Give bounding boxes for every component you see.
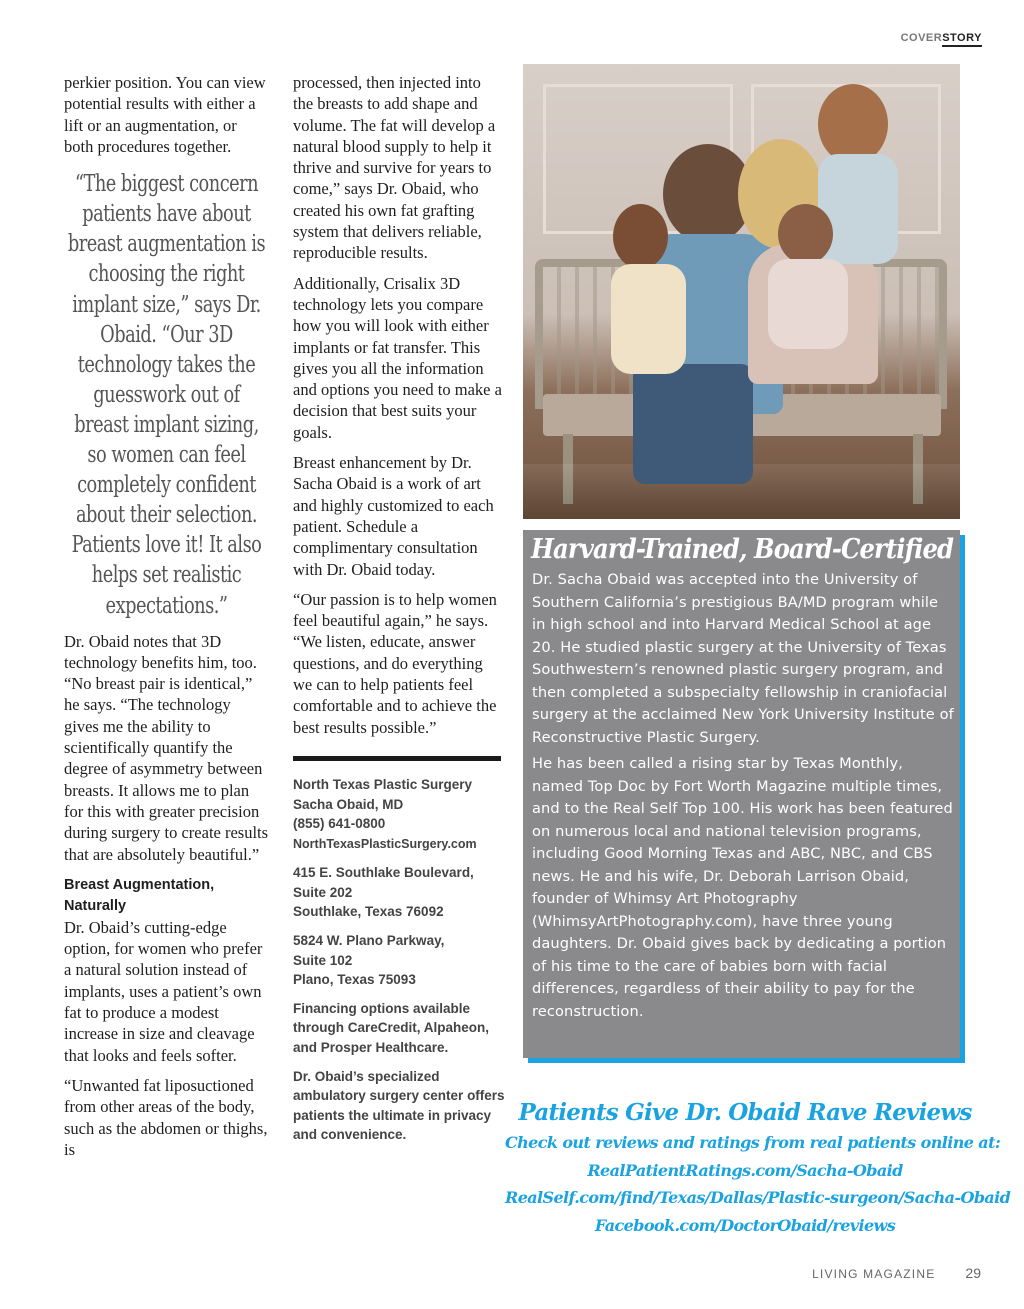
baby-head: [778, 204, 833, 264]
section-tag-story: STORY: [942, 32, 982, 47]
reviews-intro: Check out reviews and ratings from real patients online at:: [505, 1133, 1001, 1152]
address-line: Southlake, Texas 76092: [293, 904, 444, 920]
contact-financing: Financing options available through CareCredit, Alpaheon, and Prosper Healthcare.: [293, 1000, 490, 1056]
family-photo: [523, 64, 960, 519]
address-line: Suite 202: [293, 884, 353, 900]
address-line: Plano, Texas 75093: [293, 972, 416, 988]
contact-facility: Dr. Obaid’s specialized ambulatory surgery center offers patients the ultimate in privacy and convenience.: [293, 1068, 505, 1143]
man-jeans: [633, 364, 753, 484]
contact-address-southlake: [293, 863, 505, 922]
toddler-head: [613, 204, 668, 269]
page-number: 29: [965, 1265, 981, 1281]
col2-paragraph-4: “Our passion is to help women feel beautiful again,” he says. “We listen, educate, answer questions, and do everything we can to help patients feel comfortable and to achieve the best results possible.”: [293, 589, 497, 737]
reviews-link-realpatientratings[interactable]: RealPatientRatings.com/Sacha-Obaid: [587, 1160, 903, 1180]
bio-title: Harvard-Trained, Board-Certified: [531, 534, 954, 565]
baby-outfit: [768, 259, 848, 349]
contact-divider: [293, 756, 501, 761]
reviews-link-realself[interactable]: RealSelf.com/find/Texas/Dallas/Plastic-surgeon/Sacha-Obaid: [505, 1188, 1011, 1207]
col1-paragraph-2: Dr. Obaid notes that 3D technology benefits him, too. “No breast pair is identical,” he says. “The technology gives me the ability to scientifically quantify the degree of asymmetry between breasts. It allows me to plan for this with greater precision during surgery to create results that are absolutely beautiful.”: [64, 631, 269, 864]
contact-address-plano: [293, 931, 505, 990]
contact-phone[interactable]: (855) 641-0800: [293, 816, 386, 832]
girl-standing-head: [818, 84, 888, 164]
address-line: 5824 W. Plano Parkway,: [293, 933, 445, 949]
col1-paragraph-4: “Unwanted fat liposuctioned from other areas of the body, such as the abdomen or thighs, is: [64, 1075, 268, 1159]
contact-block: [293, 775, 505, 1145]
subhead-breast-augmentation-naturally: Breast Augmentation, Naturally: [64, 876, 215, 914]
bio-paragraph-1: Dr. Sacha Obaid was accepted into the University of Southern California’s prestigious BA/MD program while in high school and into Harvard Medical School at age 20. He studied plastic surgery at the University of Texas Southwestern’s renowned plastic surgery program, and then completed a subspecialty fellowship in craniofacial surgery at the acclaimed New York University Institute of Reconstructive Plastic Surgery.: [532, 571, 954, 746]
contact-doctor: Sacha Obaid, MD: [293, 796, 404, 812]
col1-intro: perkier position. You can view potential results with either a lift or an augmentation, or both procedures together.: [64, 73, 266, 156]
bio-paragraph-2: He has been called a rising star by Texas Monthly, named Top Doc by Fort Worth Magazine multiple times, and to the Real Self Top 100. His work has been featured on numerous local and national television programs, including Good Morning Texas and ABC, NBC, and CBS news. He and his wife, Dr. Deborah Larrison Obaid, founder of Whimsy Art Photography (WhimsyArtPhotography.com), have three young daughters. Dr. Obaid gives back by dedicating a portion of his time to the care of babies born with facial differences, regardless of their ability to pay for the reconstruction.: [532, 755, 953, 1020]
section-tag: [901, 32, 982, 44]
col2-paragraph-3: Breast enhancement by Dr. Sacha Obaid is a work of art and highly customized to each patient. Schedule a complimentary consultation with Dr. Obaid today.: [293, 453, 494, 579]
address-line: 415 E. Southlake Boulevard,: [293, 865, 474, 881]
col2-paragraph-2: Additionally, Crisalix 3D technology lets you compare how you will look with either implants or fat transfer. This gives you all the information and options you need to make a decision that best suits your goals.: [293, 273, 502, 442]
contact-practice: North Texas Plastic Surgery: [293, 776, 473, 792]
article-column-2: [293, 72, 505, 1154]
section-tag-cover: COVER: [900, 32, 943, 44]
pull-quote: “The biggest concern patients have about breast augmentation is choosing the right implant size,” says Dr. Obaid. “Our 3D technology takes the guesswork out of breast implant sizing, so women can feel completely confident about their selection. Patients love it! It also helps set realistic expectations.”: [67, 171, 266, 619]
article-column-1: [64, 72, 269, 1169]
col1-paragraph-3: Dr. Obaid’s cutting-edge option, for women who prefer a natural solution instead of implants, uses a patient’s own fat to produce a modest increase in size and cleavage that looks and feels softer.: [64, 917, 263, 1065]
contact-practice-info: [293, 775, 505, 854]
col2-paragraph-1: processed, then injected into the breasts to add shape and volume. The fat will develop a natural blood supply to help it thrive and survive for years to come,” says Dr. Obaid, who created his own fat grafting system that delivers reliable, reproducible results.: [293, 73, 496, 263]
toddler-dress: [611, 264, 686, 374]
address-line: Suite 102: [293, 952, 353, 968]
reviews-link-facebook[interactable]: Facebook.com/DoctorObaid/reviews: [594, 1215, 896, 1235]
contact-website-link[interactable]: NorthTexasPlasticSurgery.com: [293, 836, 477, 851]
page-footer: [812, 1265, 981, 1281]
footer-magazine-name: LIVING MAGAZINE: [812, 1267, 936, 1281]
reviews-title: Patients Give Dr. Obaid Rave Reviews: [518, 1099, 972, 1126]
bio-sidebar: [523, 530, 960, 1058]
reviews-callout: [505, 1097, 1011, 1239]
